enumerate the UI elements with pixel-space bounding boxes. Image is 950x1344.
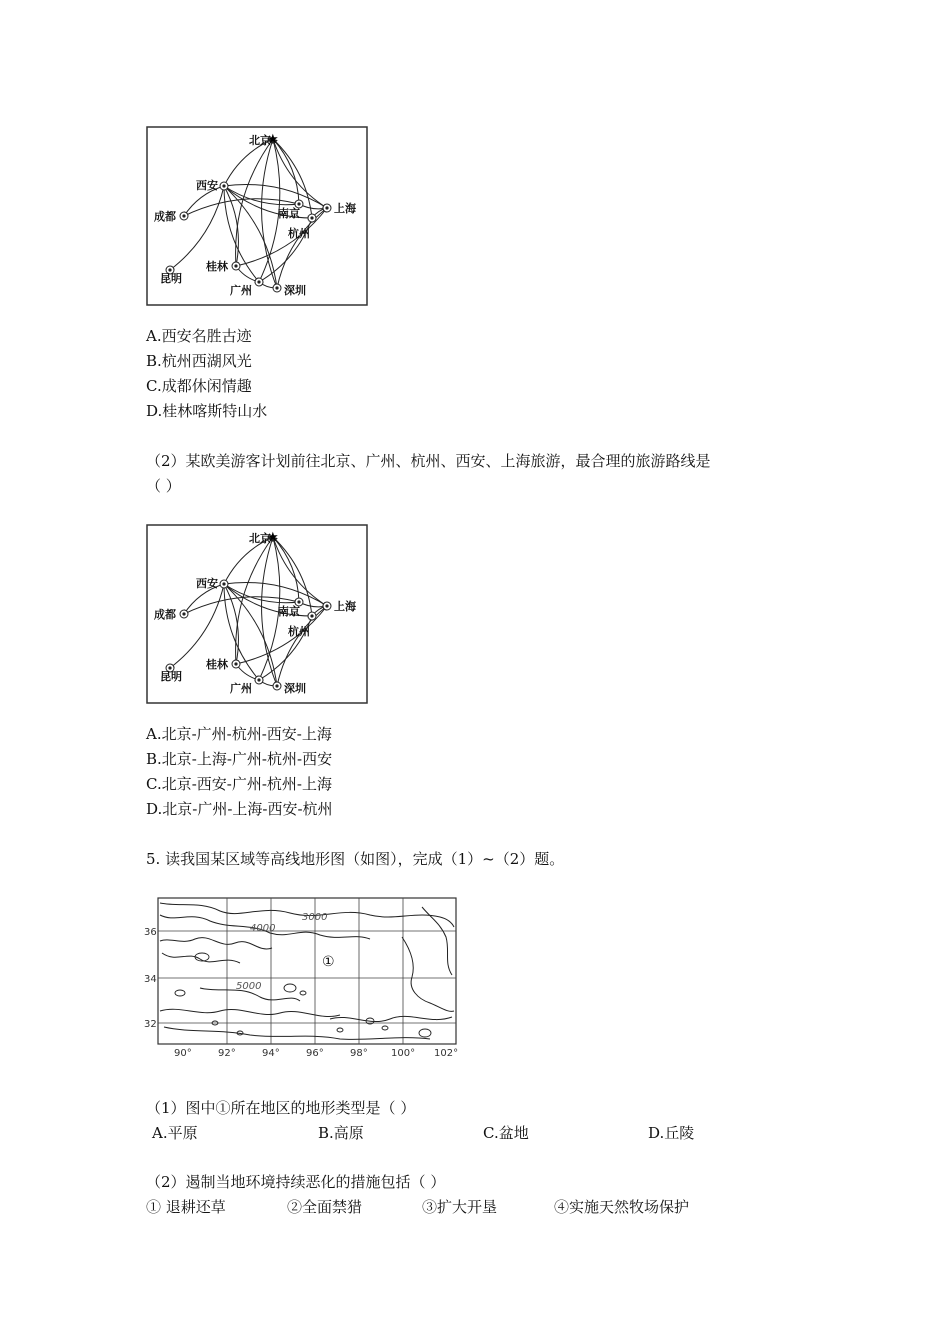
- x-tick: 100°: [391, 1048, 416, 1059]
- city-label-beijing: 北京: [249, 134, 271, 147]
- city-marker-dot: [222, 582, 225, 585]
- city-label-kunming: 昆明: [160, 272, 182, 285]
- city-marker-dot: [182, 214, 185, 217]
- city-label-shenzhen: 深圳: [284, 284, 306, 297]
- city-label-shanghai: 上海: [334, 202, 356, 215]
- route-map-svg: [146, 126, 368, 306]
- city-marker-dot: [234, 264, 237, 267]
- q2-stem: （2）某欧美游客计划前往北京、广州、杭州、西安、上海旅游，最合理的旅游路线是: [146, 452, 711, 470]
- contour-label-5000: 5000: [236, 981, 262, 992]
- city-marker-dot: [257, 280, 260, 283]
- region-marker: ①: [322, 954, 335, 970]
- q5-sub2-option-2: ②全面禁猎: [287, 1198, 363, 1216]
- city-label-guangzhou: 广州: [230, 284, 252, 297]
- q5-sub1-option-a: A.平原: [152, 1124, 198, 1142]
- city-label-nanjing: 南京: [278, 207, 300, 220]
- q1-option-d: D.桂林喀斯特山水: [146, 402, 268, 420]
- route-map-figure-2: [146, 524, 368, 704]
- city-label-hangzhou: 杭州: [288, 625, 310, 638]
- x-tick: 102°: [434, 1048, 459, 1059]
- city-marker-dot: [182, 612, 185, 615]
- city-label-guangzhou: 广州: [230, 682, 252, 695]
- city-marker-dot: [325, 604, 328, 607]
- city-marker-dot: [325, 206, 328, 209]
- city-label-xian: 西安: [196, 577, 218, 590]
- q5-sub1-stem: （1）图中①所在地区的地形类型是（ ）: [146, 1099, 416, 1117]
- city-marker-dot: [234, 662, 237, 665]
- city-label-chengdu: 成都: [154, 608, 176, 621]
- x-tick: 98°: [350, 1048, 368, 1059]
- q1-option-a: A.西安名胜古迹: [146, 327, 252, 345]
- contour-map-figure: [140, 893, 462, 1063]
- x-tick: 92°: [218, 1048, 236, 1059]
- x-tick: 90°: [174, 1048, 192, 1059]
- q2-option-c: C.北京-西安-广州-杭州-上海: [146, 775, 332, 793]
- city-marker-dot: [275, 286, 278, 289]
- city-label-kunming: 昆明: [160, 670, 182, 683]
- city-marker-dot: [310, 216, 313, 219]
- city-label-hangzhou: 杭州: [288, 227, 310, 240]
- q5-sub2-option-4: ④实施天然牧场保护: [554, 1198, 690, 1216]
- city-label-shenzhen: 深圳: [284, 682, 306, 695]
- route-map-figure-1: [146, 126, 368, 306]
- q2-stem-bracket: （ ）: [146, 477, 181, 495]
- city-label-xian: 西安: [196, 179, 218, 192]
- city-marker-dot: [257, 678, 260, 681]
- q5-sub1-option-b: B.高原: [318, 1124, 364, 1142]
- x-tick: 96°: [306, 1048, 324, 1059]
- capital-star-icon: ★: [267, 530, 279, 545]
- x-tick: 94°: [262, 1048, 280, 1059]
- q5-sub1-option-d: D.丘陵: [648, 1124, 695, 1142]
- q2-option-d: D.北京-广州-上海-西安-杭州: [146, 800, 333, 818]
- y-tick: 34: [144, 974, 157, 985]
- q5-stem: 5. 读我国某区域等高线地形图（如图），完成（1）~（2）题。: [146, 850, 565, 868]
- capital-star-icon: ★: [267, 132, 279, 147]
- city-label-shanghai: 上海: [334, 600, 356, 613]
- city-marker-dot: [310, 614, 313, 617]
- q5-sub1-option-c: C.盆地: [483, 1124, 529, 1142]
- city-label-guilin: 桂林: [206, 658, 228, 671]
- city-marker-dot: [275, 684, 278, 687]
- q2-option-a: A.北京-广州-杭州-西安-上海: [146, 725, 332, 743]
- route-map-svg: [146, 524, 368, 704]
- y-tick: 36: [144, 927, 157, 938]
- city-marker-dot: [297, 600, 300, 603]
- city-marker-dot: [222, 184, 225, 187]
- contour-map-svg: [140, 893, 462, 1063]
- contour-label-4000: 4000: [250, 923, 276, 934]
- city-label-beijing: 北京: [249, 532, 271, 545]
- city-label-chengdu: 成都: [154, 210, 176, 223]
- q1-option-c: C.成都休闲情趣: [146, 377, 252, 395]
- q5-sub2-option-1: ① 退耕还草: [146, 1198, 226, 1216]
- city-marker-dot: [297, 202, 300, 205]
- y-tick: 32: [144, 1019, 157, 1030]
- q2-option-b: B.北京-上海-广州-杭州-西安: [146, 750, 333, 768]
- q1-option-b: B.杭州西湖风光: [146, 352, 252, 370]
- city-label-nanjing: 南京: [278, 605, 300, 618]
- contour-label-3000: 3000: [302, 912, 328, 923]
- city-label-guilin: 桂林: [206, 260, 228, 273]
- q5-sub2-stem: （2）遏制当地环境持续恶化的措施包括（ ）: [146, 1173, 446, 1191]
- q5-sub2-option-3: ③扩大开垦: [422, 1198, 498, 1216]
